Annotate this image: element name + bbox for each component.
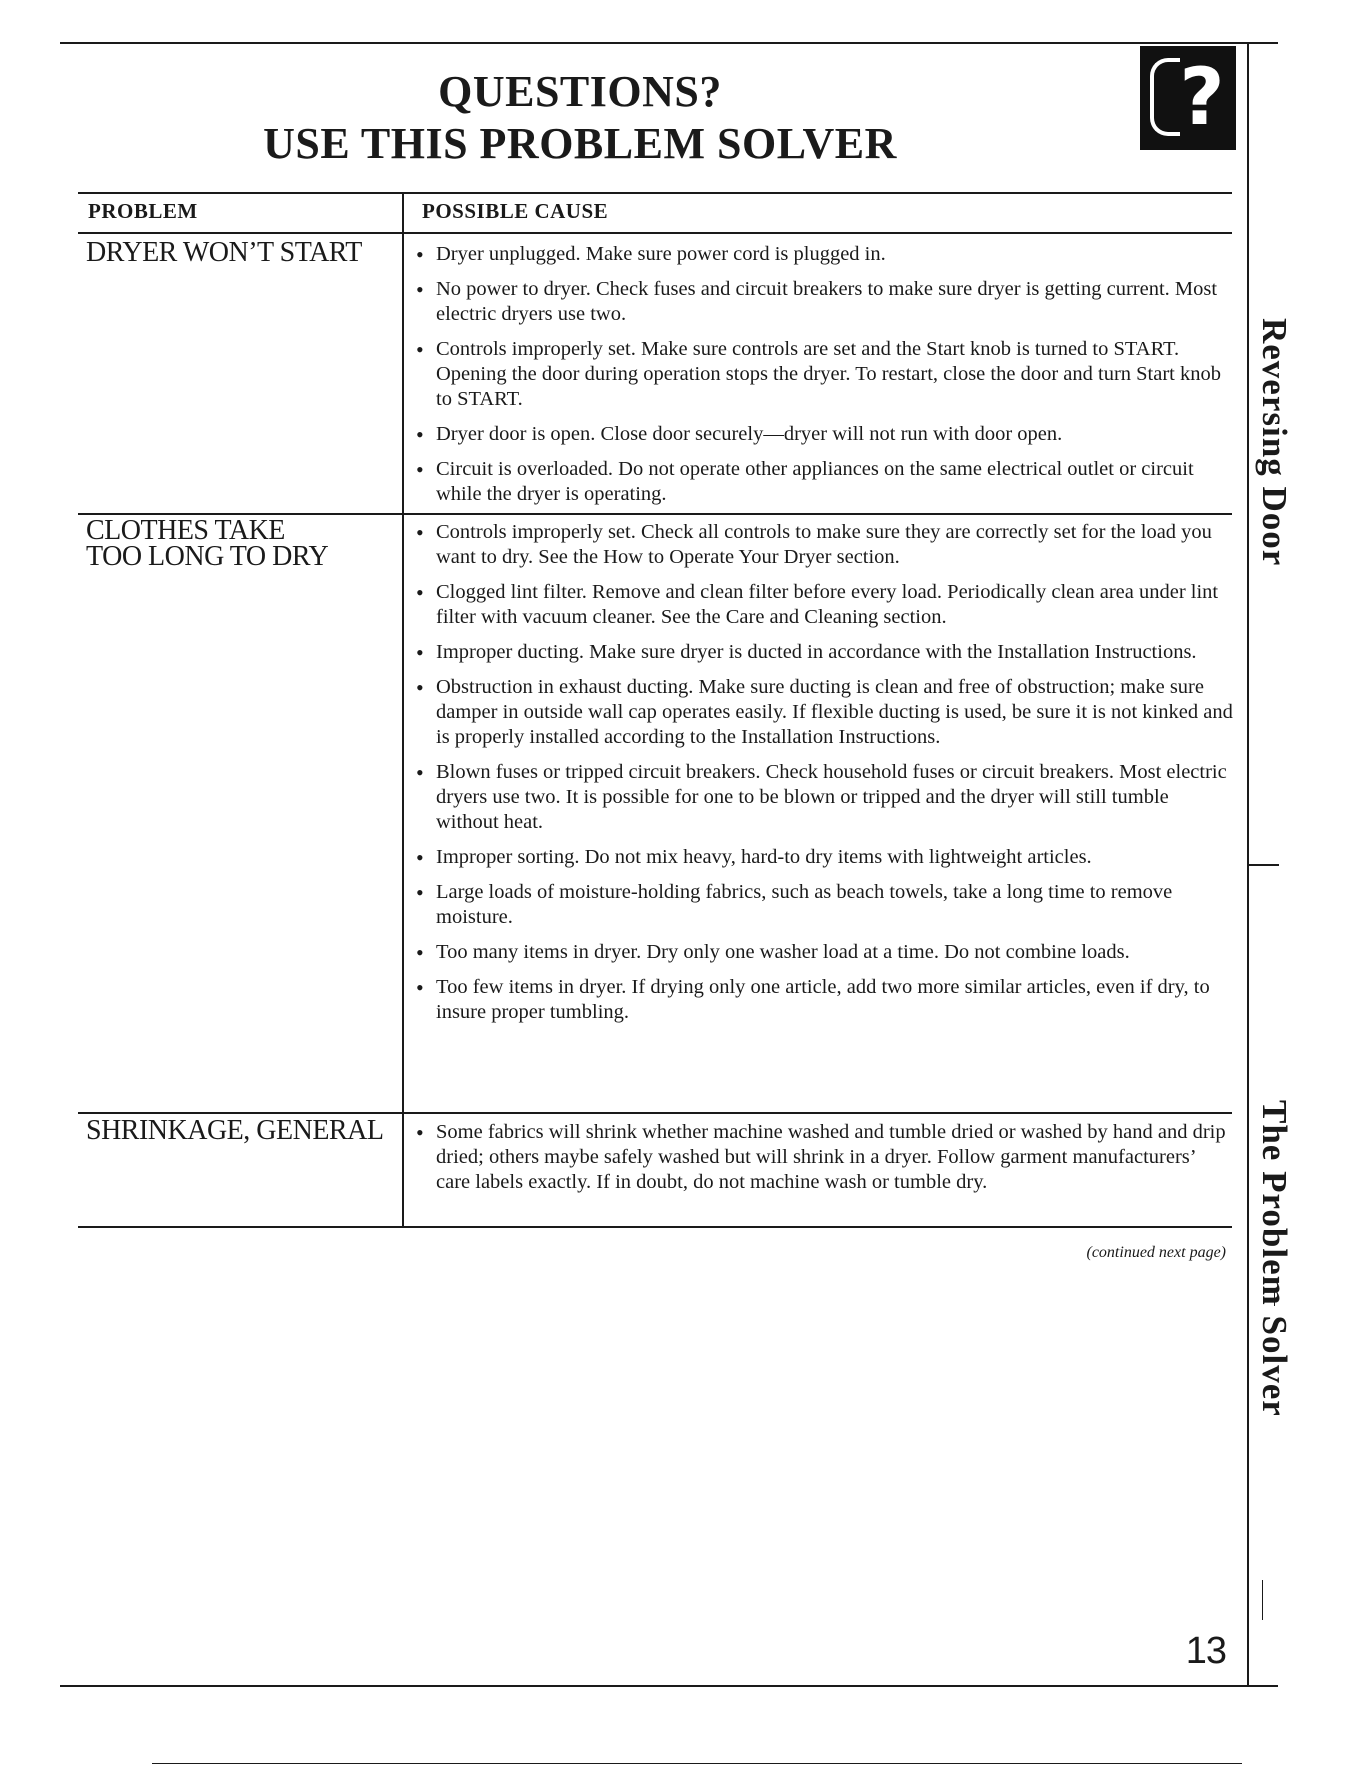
page-title bbox=[200, 66, 960, 170]
question-head-icon bbox=[1140, 46, 1236, 150]
cause-item: • Circuit is overloaded. Do not operate other appliances on the same electrical outlet or circuit while the dryer is operating. bbox=[416, 457, 1234, 507]
title-line-2: USE THIS PROBLEM SOLVER bbox=[263, 119, 897, 168]
page-number: 13 bbox=[1185, 1630, 1226, 1672]
table-bottom-rule bbox=[78, 1226, 1232, 1228]
side-tab-problem-solver: The Problem Solver bbox=[1255, 1100, 1294, 1417]
cause-item: • Controls improperly set. Check all controls to make sure they are correctly set for the load you want to dry. See the How to Operate Your Dryer section. bbox=[416, 520, 1234, 570]
cause-item: • Controls improperly set. Make sure controls are set and the Start knob is turned to START. Opening the door during operation stops the dryer. To restart, close the door and turn Start knob to START. bbox=[416, 337, 1234, 412]
head-outline-icon bbox=[1150, 58, 1180, 136]
causes-list-dryer-wont-start bbox=[416, 242, 1234, 517]
cause-item: • Dryer unplugged. Make sure power cord is plugged in. bbox=[416, 242, 1234, 267]
cause-item: • Blown fuses or tripped circuit breakers. Check household fuses or circuit breakers. Most electric dryers use two. It is possible for one to be blown or tripped and the dryer will still tumble without heat. bbox=[416, 760, 1234, 835]
problem-clothes-take-too-long: CLOTHES TAKE TOO LONG TO DRY bbox=[86, 515, 329, 572]
bottom-rule bbox=[60, 1685, 1278, 1687]
causes-list-clothes-take-too-long bbox=[416, 520, 1234, 1035]
cause-item: • Too many items in dryer. Dry only one washer load at a time. Do not combine loads. bbox=[416, 940, 1234, 965]
cause-item: • Too few items in dryer. If drying only one article, add two more similar articles, even if dry, to insure proper tumbling. bbox=[416, 975, 1234, 1025]
side-tab-divider bbox=[1249, 864, 1279, 866]
top-rule bbox=[60, 42, 1278, 44]
causes-list-shrinkage bbox=[416, 1120, 1234, 1205]
cause-item: • Some fabrics will shrink whether machine washed and tumble dried or washed by hand and drip dried; others maybe safely washed but will shrink in a dryer. Follow garment manufacturers’ care labels exactly. If in doubt, do not machine wash or tumble dry. bbox=[416, 1120, 1234, 1195]
cause-item: • Obstruction in exhaust ducting. Make sure ducting is clean and free of obstruction; make sure damper in outside wall cap operates easily. If flexible ducting is used, be sure it is not kinked and is properly installed according to the Installation Instructions. bbox=[416, 675, 1234, 750]
problem-shrinkage-general: SHRINKAGE, GENERAL bbox=[86, 1115, 384, 1146]
column-divider bbox=[402, 192, 404, 1226]
cause-item: • Clogged lint filter. Remove and clean filter before every load. Periodically clean area under lint filter with vacuum cleaner. See the Care and Cleaning section. bbox=[416, 580, 1234, 630]
side-tick bbox=[1262, 1580, 1263, 1620]
continued-note: (continued next page) bbox=[1086, 1244, 1226, 1261]
cause-item: • Dryer door is open. Close door securely—dryer will not run with door open. bbox=[416, 422, 1234, 447]
cause-item: • Large loads of moisture-holding fabrics, such as beach towels, take a long time to remove moisture. bbox=[416, 880, 1234, 930]
cause-item: • No power to dryer. Check fuses and circuit breakers to make sure dryer is getting current. Most electric dryers use two. bbox=[416, 277, 1234, 327]
side-tab-reversing-door: Reversing Door bbox=[1255, 318, 1294, 567]
problem-dryer-wont-start: DRYER WON’T START bbox=[86, 237, 362, 268]
question-mark: ? bbox=[1179, 53, 1225, 143]
problem-column-header: PROBLEM bbox=[88, 199, 198, 223]
cause-item: • Improper ducting. Make sure dryer is ducted in accordance with the Installation Instructions. bbox=[416, 640, 1234, 665]
cause-item: • Improper sorting. Do not mix heavy, hard-to dry items with lightweight articles. bbox=[416, 845, 1234, 870]
header-underline bbox=[78, 232, 1232, 234]
title-line-1: QUESTIONS? bbox=[438, 67, 722, 116]
table-top-rule bbox=[78, 192, 1232, 194]
row-divider bbox=[78, 1112, 1232, 1114]
cause-column-header: POSSIBLE CAUSE bbox=[422, 199, 609, 223]
footer-rule bbox=[152, 1763, 1242, 1764]
